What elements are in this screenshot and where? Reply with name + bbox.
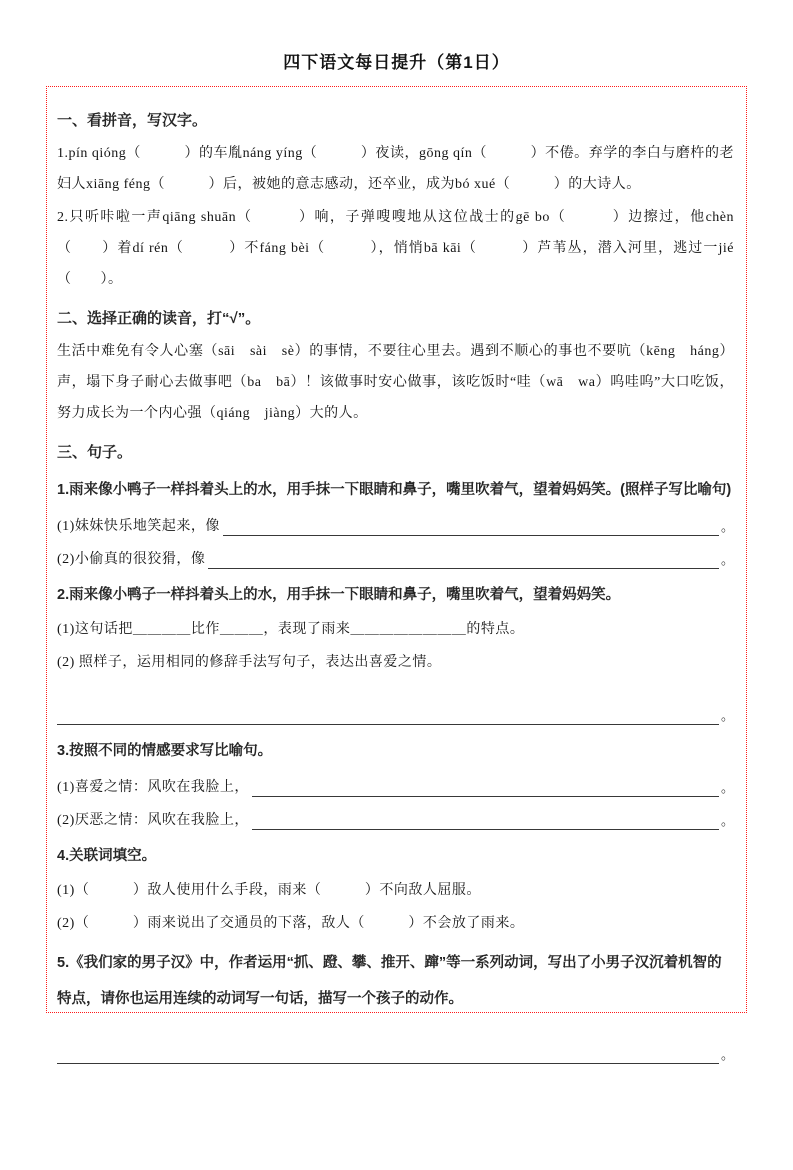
page-title: 四下语文每日提升（第1日） (283, 53, 510, 72)
period-mark: 。 (720, 552, 734, 567)
q1-blank-row-1 (57, 513, 734, 540)
answer-blank-line[interactable] (57, 1044, 719, 1064)
q3-prompt: 3.按照不同的情感要求写比喻句。 (57, 743, 273, 759)
worksheet-border-box (46, 86, 747, 1062)
q4-sub-1: (1)（ ）敌人使用什么手段，雨来（ ）不向敌人屈服。 (57, 883, 481, 898)
answer-blank-line[interactable] (252, 810, 719, 830)
answer-blank-line[interactable] (208, 549, 719, 569)
q1-blank-1-label: (1)妹妹快乐地笑起来，像 (57, 519, 220, 534)
q2-sub-1: (1)这句话把＿＿＿＿比作＿＿＿，表现了雨来＿＿＿＿＿＿＿＿的特点。 (57, 622, 525, 637)
q3-blank-row-2 (57, 807, 734, 834)
q3-blank-1-label: (1)喜爱之情：风吹在我脸上， (57, 780, 249, 795)
section-1-heading: 一、看拼音，写汉字。 (57, 112, 208, 129)
period-mark: 。 (720, 519, 734, 534)
q5-answer-row (57, 1041, 734, 1068)
section-2-heading: 二、选择正确的读音，打“√”。 (57, 310, 261, 327)
q5-prompt: 5.《我们家的男子汉》中，作者运用“抓、蹬、攀、推开、蹿”等一系列动词，写出了小男子汉沉着机智的特点，请你也运用连续的动词写一句话，描写一个孩子的动作。 (57, 955, 722, 1007)
period-mark: 。 (720, 708, 734, 723)
pinyin-item-1: 1.pín qióng（ ）的车胤náng yíng（ ）夜读，gōng qín（ ）不倦。弃学的李白与磨杵的老妇人xiāng féng（ ）后，被她的意志感动，还卒业，成为bó xué（ ）的大诗人。 (57, 146, 734, 192)
period-mark: 。 (720, 813, 734, 828)
worksheet-page (0, 48, 793, 1062)
q2-answer-row (57, 702, 734, 729)
period-mark: 。 (720, 1047, 734, 1062)
q1-prompt: 1.雨来像小鸭子一样抖着头上的水，用手抹一下眼睛和鼻子，嘴里吹着气，望着妈妈笑。(照样子写比喻句) (57, 482, 732, 498)
q1-blank-2-label: (2)小偷真的很狡猾，像 (57, 552, 206, 567)
answer-blank-line[interactable] (223, 516, 719, 536)
answer-blank-line[interactable] (252, 777, 719, 797)
q4-prompt: 4.关联词填空。 (57, 848, 157, 864)
answer-blank-line[interactable] (57, 705, 719, 725)
q4-sub-2: (2)（ ）雨来说出了交通员的下落，敌人（ ）不会放了雨来。 (57, 916, 525, 931)
pinyin-item-2: 2.只听咔啦一声qiāng shuān（ ）响，子弹嗖嗖地从这位战士的gē bo（ ）边擦过，他chèn（ ）着dí rén（ ）不fáng bèi（ ），悄悄bā kāi（ ）芦苇丛，潜入河里，逃过一jié（ ）。 (57, 210, 734, 287)
q2-prompt: 2.雨来像小鸭子一样抖着头上的水，用手抹一下眼睛和鼻子，嘴里吹着气，望着妈妈笑。 (57, 587, 621, 603)
q2-sub-2: (2) 照样子，运用相同的修辞手法写句子，表达出喜爱之情。 (57, 655, 442, 670)
q3-blank-2-label: (2)厌恶之情：风吹在我脸上， (57, 813, 249, 828)
reading-choice-paragraph: 生活中难免有令人心塞（sāi sài sè）的事情，不要往心里去。遇到不顺心的事也不要吭（kēng háng）声，塌下身子耐心去做事吧（ba bā）！该做事时安心做事，该吃饭时“哇（wā wa）呜哇呜”大口吃饭，努力成长为一个内心强（qiáng jiàng）大的人。 (57, 344, 734, 421)
q3-blank-row-1 (57, 774, 734, 801)
section-3-heading: 三、句子。 (57, 444, 133, 461)
q1-blank-row-2 (57, 546, 734, 573)
period-mark: 。 (720, 780, 734, 795)
